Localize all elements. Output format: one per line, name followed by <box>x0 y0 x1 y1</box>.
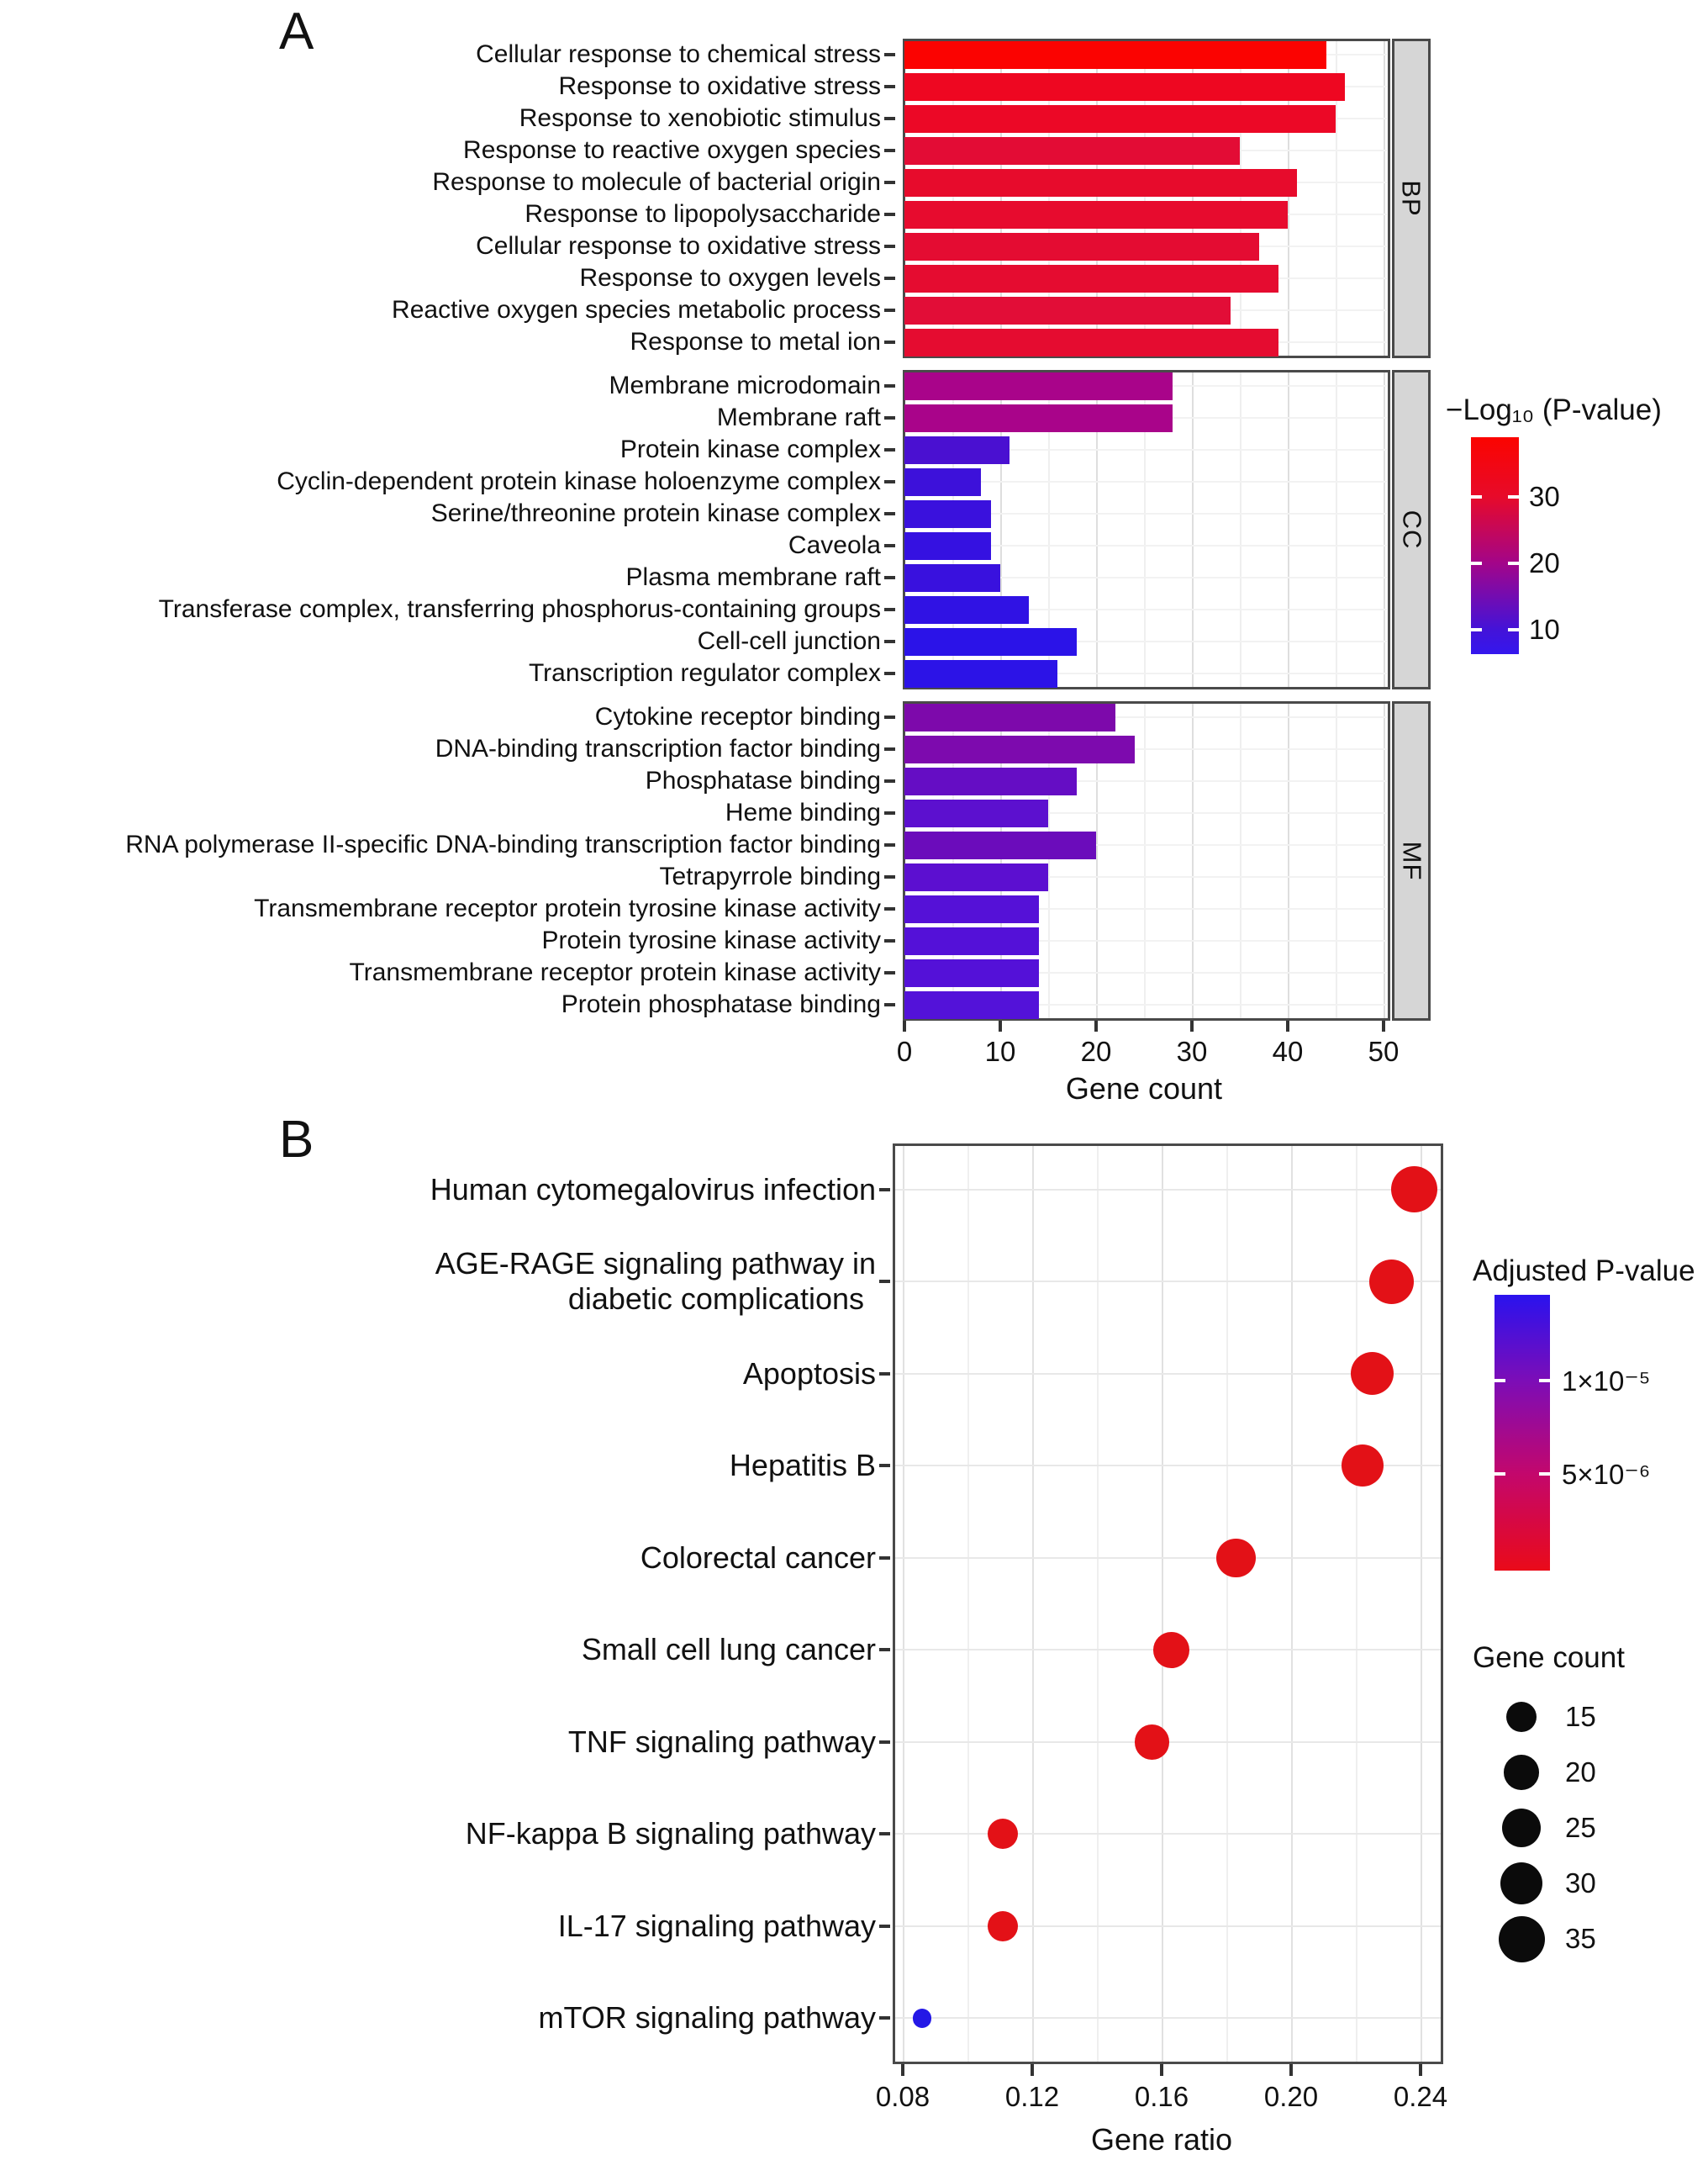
gridline-vertical <box>1192 704 1194 1018</box>
y-axis-tick <box>884 875 895 879</box>
gridline-vertical <box>1421 1146 1422 2062</box>
size-legend-dot <box>1506 1702 1537 1732</box>
bar-mf <box>904 959 1039 987</box>
colorbar-tick <box>1471 495 1482 499</box>
facet-strip-cc <box>1392 370 1431 689</box>
bar-category-label: Plasma membrane raft <box>625 563 881 591</box>
gridline-vertical <box>1097 1146 1099 2062</box>
bar-mf <box>904 863 1048 891</box>
y-axis-tick <box>879 1372 890 1376</box>
y-axis-tick <box>884 341 895 344</box>
bar-bp <box>904 233 1259 261</box>
colorbar-tick <box>1508 628 1519 631</box>
bar-category-label: Cell-cell junction <box>697 627 881 655</box>
bar-cc <box>904 660 1057 688</box>
y-axis-tick <box>884 939 895 943</box>
x-axis-tick <box>1382 1021 1385 1032</box>
colorbar-tick <box>1508 562 1519 565</box>
x-axis-tick-label: 0.12 <box>1004 2081 1060 2112</box>
dot-category-label: Colorectal cancer <box>640 1539 876 1575</box>
colorbar-tick <box>1494 1379 1505 1382</box>
bar-category-label: Protein phosphatase binding <box>561 990 881 1018</box>
data-point <box>1342 1444 1384 1487</box>
bar-category-label: RNA polymerase II-specific DNA-binding transcription factor binding <box>125 831 881 858</box>
panel-b-label: B <box>279 1111 314 1169</box>
y-axis-tick <box>884 181 895 184</box>
bar-category-label: Membrane microdomain <box>609 372 881 399</box>
bar-category-label: Cyclin-dependent protein kinase holoenzyme complex <box>277 467 881 495</box>
y-axis-tick <box>879 1188 890 1191</box>
gridline-vertical <box>1288 372 1289 687</box>
bar-mf <box>904 704 1115 731</box>
bar-bp <box>904 105 1336 133</box>
colorbar-tick <box>1539 1379 1550 1382</box>
y-axis-tick <box>884 416 895 420</box>
bar-category-label: Response to oxidative stress <box>558 72 881 100</box>
x-axis-tick <box>901 2064 904 2076</box>
gridline-vertical <box>1384 41 1385 356</box>
x-axis-tick-label: 0.24 <box>1393 2081 1448 2112</box>
colorbar-tick-label: 20 <box>1529 547 1560 578</box>
y-axis-tick <box>879 2016 890 2020</box>
y-axis-tick <box>879 1925 890 1928</box>
colorbar-gradient <box>1471 437 1519 654</box>
size-legend-label: 15 <box>1565 1701 1596 1732</box>
gridline-vertical <box>1032 1146 1034 2062</box>
panel-a-label: A <box>279 3 314 61</box>
dot-category-label: AGE-RAGE signaling pathway in <box>435 1246 876 1281</box>
size-legend-dot <box>1502 1809 1541 1847</box>
data-point <box>1216 1539 1255 1577</box>
y-axis-tick <box>884 576 895 579</box>
y-axis-tick <box>884 213 895 216</box>
data-point <box>1351 1352 1394 1395</box>
bar-cc <box>904 468 981 496</box>
facet-strip-label: CC <box>1397 510 1426 550</box>
x-axis-tick-label: 20 <box>1080 1036 1112 1067</box>
y-axis-tick <box>884 779 895 783</box>
bar-category-label: Response to lipopolysaccharide <box>525 200 881 228</box>
bar-category-label: Transmembrane receptor protein tyrosine kinase activity <box>254 895 881 922</box>
bar-bp <box>904 73 1345 101</box>
gridline-vertical <box>1162 1146 1163 2062</box>
bar-category-label: Heme binding <box>725 799 881 827</box>
dot-category-label: Apoptosis <box>742 1355 876 1391</box>
bar-mf <box>904 895 1039 923</box>
colorbar-tick <box>1508 495 1519 499</box>
y-axis-tick <box>884 245 895 248</box>
size-legend-label: 35 <box>1565 1923 1596 1954</box>
gridline-horizontal <box>895 2017 1441 2019</box>
x-axis-tick <box>1031 2064 1034 2076</box>
x-axis-tick-label: 40 <box>1272 1036 1304 1067</box>
legend-b-color-title: Adjusted P-value <box>1473 1254 1695 1287</box>
panel-a-x-axis-title: Gene count <box>1065 1071 1223 1106</box>
x-axis-tick-label: 0.20 <box>1263 2081 1319 2112</box>
bar-category-label: Transmembrane receptor protein kinase activity <box>349 959 881 986</box>
bar-cc <box>904 404 1173 432</box>
gridline-vertical <box>1226 1146 1228 2062</box>
gridline-vertical <box>903 1146 904 2062</box>
bar-category-label: Response to xenobiotic stimulus <box>519 104 881 132</box>
bar-category-label: Reactive oxygen species metabolic process <box>392 296 881 324</box>
dot-category-label: Hepatitis B <box>729 1448 876 1483</box>
panel-b-x-axis-title: Gene ratio <box>1090 2122 1233 2157</box>
y-axis-tick <box>879 1648 890 1651</box>
bar-category-label: Response to reactive oxygen species <box>463 136 881 164</box>
dot-category-label: Human cytomegalovirus infection <box>430 1171 876 1207</box>
x-axis-tick-label: 10 <box>984 1036 1016 1067</box>
colorbar-tick-label: 5×10⁻⁶ <box>1562 1458 1651 1490</box>
x-axis-tick-label: 50 <box>1368 1036 1400 1067</box>
bar-category-label: Cellular response to oxidative stress <box>476 232 881 260</box>
y-axis-tick <box>884 277 895 280</box>
dot-category-label: diabetic complications <box>567 1281 864 1317</box>
y-axis-tick <box>884 608 895 611</box>
colorbar-gradient <box>1494 1295 1550 1571</box>
bar-bp <box>904 329 1278 356</box>
bar-category-label: Cytokine receptor binding <box>594 703 881 731</box>
bar-cc <box>904 596 1029 624</box>
y-axis-tick <box>884 309 895 312</box>
size-legend-label: 30 <box>1565 1867 1596 1899</box>
y-axis-tick <box>879 1556 890 1560</box>
gridline-vertical <box>1356 1146 1357 2062</box>
y-axis-tick <box>884 85 895 88</box>
data-point <box>1391 1166 1437 1212</box>
size-legend-dot <box>1504 1755 1539 1790</box>
gridline-vertical <box>967 1146 969 2062</box>
y-axis-tick <box>884 448 895 452</box>
bar-cc <box>904 532 991 560</box>
y-axis-tick <box>879 1740 890 1744</box>
bar-cc <box>904 500 991 528</box>
dot-category-label: mTOR signaling pathway <box>538 2000 876 2036</box>
data-point <box>1135 1724 1170 1760</box>
gridline-vertical <box>1384 704 1385 1018</box>
gridline-vertical <box>1288 704 1289 1018</box>
dot-category-label: TNF signaling pathway <box>567 1724 876 1759</box>
y-axis-tick <box>884 480 895 483</box>
x-axis-tick <box>1419 2064 1422 2076</box>
bar-category-label: Tetrapyrrole binding <box>659 863 881 890</box>
x-axis-tick <box>1094 1021 1098 1032</box>
gridline-vertical <box>1336 372 1337 687</box>
bar-mf <box>904 736 1135 763</box>
colorbar-tick <box>1471 628 1482 631</box>
colorbar-tick <box>1494 1472 1505 1476</box>
facet-strip-bp <box>1392 39 1431 358</box>
bar-bp <box>904 265 1278 293</box>
gridline-horizontal <box>895 1833 1441 1835</box>
gridline-vertical <box>1291 1146 1293 2062</box>
x-axis-tick-label: 30 <box>1176 1036 1208 1067</box>
bar-cc <box>904 628 1077 656</box>
size-legend-label: 25 <box>1565 1812 1596 1843</box>
gridline-vertical <box>1384 372 1385 687</box>
gridline-horizontal <box>895 1281 1441 1282</box>
bar-bp <box>904 297 1231 325</box>
bar-mf <box>904 768 1077 795</box>
y-axis-tick <box>884 149 895 152</box>
bar-bp <box>904 41 1326 69</box>
gridline-horizontal <box>895 1925 1441 1927</box>
gridline-vertical <box>1240 372 1241 687</box>
colorbar-tick-label: 1×10⁻⁵ <box>1562 1365 1651 1397</box>
facet-strip-label: MF <box>1397 841 1427 881</box>
bar-category-label: Transferase complex, transferring phosphorus-containing groups <box>158 595 881 623</box>
y-axis-tick <box>884 811 895 815</box>
facet-strip-label: BP <box>1397 180 1427 217</box>
colorbar-tick <box>1471 562 1482 565</box>
x-axis-tick <box>903 1021 906 1032</box>
x-axis-tick-label: 0.16 <box>1134 2081 1189 2112</box>
bar-cc <box>904 372 1173 400</box>
x-axis-tick <box>1190 1021 1194 1032</box>
bar-category-label: Phosphatase binding <box>645 767 881 795</box>
y-axis-tick <box>884 544 895 547</box>
y-axis-tick <box>879 1280 890 1283</box>
bar-category-label: Response to oxygen levels <box>579 264 881 292</box>
bar-bp <box>904 201 1288 229</box>
data-point <box>913 2009 932 2028</box>
x-axis-tick-label: 0 <box>896 1036 913 1067</box>
legend-a-title: −Log₁₀ (P-value) <box>1446 393 1662 426</box>
size-legend-dot <box>1499 1916 1545 1962</box>
colorbar-tick-label: 30 <box>1529 480 1560 512</box>
bar-cc <box>904 564 1000 592</box>
gridline-vertical <box>1144 704 1146 1018</box>
y-axis-tick <box>884 1003 895 1006</box>
size-legend-dot <box>1500 1862 1543 1905</box>
bar-category-label: Response to metal ion <box>630 328 881 356</box>
y-axis-tick <box>884 512 895 515</box>
bar-mf <box>904 800 1048 827</box>
bar-category-label: Membrane raft <box>716 404 881 431</box>
y-axis-tick <box>879 1464 890 1467</box>
x-axis-tick <box>1289 2064 1293 2076</box>
legend-b-size-title: Gene count <box>1473 1641 1625 1674</box>
bar-category-label: Protein tyrosine kinase activity <box>541 927 881 954</box>
bar-category-label: Cellular response to chemical stress <box>476 40 881 68</box>
x-axis-tick-label: 0.08 <box>875 2081 930 2112</box>
gridline-horizontal <box>895 1557 1441 1559</box>
x-axis-tick <box>1286 1021 1289 1032</box>
bar-bp <box>904 169 1297 197</box>
bar-mf <box>904 832 1096 859</box>
x-axis-tick <box>999 1021 1002 1032</box>
facet-strip-mf <box>1392 701 1431 1021</box>
y-axis-tick <box>884 640 895 643</box>
data-point <box>1369 1260 1414 1304</box>
colorbar-tick-label: 10 <box>1529 613 1560 645</box>
size-legend-label: 20 <box>1565 1756 1596 1788</box>
colorbar-tick <box>1539 1472 1550 1476</box>
y-axis-tick <box>879 1832 890 1835</box>
bar-category-label: Transcription regulator complex <box>528 659 881 687</box>
y-axis-tick <box>884 53 895 56</box>
bar-mf <box>904 927 1039 955</box>
gridline-horizontal <box>895 1189 1441 1191</box>
y-axis-tick <box>884 384 895 388</box>
data-point <box>1153 1632 1189 1668</box>
y-axis-tick <box>884 747 895 751</box>
bar-category-label: Response to molecule of bacterial origin <box>432 168 881 196</box>
y-axis-tick <box>884 716 895 719</box>
bar-category-label: Protein kinase complex <box>619 436 881 463</box>
dot-category-label: IL-17 signaling pathway <box>557 1908 876 1943</box>
data-point <box>988 1911 1018 1941</box>
bar-cc <box>904 436 1010 464</box>
gridline-vertical <box>1192 372 1194 687</box>
dot-category-label: Small cell lung cancer <box>581 1632 876 1667</box>
y-axis-tick <box>884 672 895 675</box>
gridline-vertical <box>1240 704 1241 1018</box>
y-axis-tick <box>884 907 895 911</box>
bar-category-label: Caveola <box>788 531 881 559</box>
bar-category-label: DNA-binding transcription factor binding <box>435 735 881 763</box>
x-axis-tick <box>1160 2064 1163 2076</box>
y-axis-tick <box>884 117 895 120</box>
y-axis-tick <box>884 971 895 974</box>
y-axis-tick <box>884 843 895 847</box>
bar-bp <box>904 137 1240 165</box>
bar-mf <box>904 991 1039 1019</box>
dot-category-label: NF-kappa B signaling pathway <box>465 1816 876 1851</box>
bar-category-label: Serine/threonine protein kinase complex <box>430 499 881 527</box>
gridline-vertical <box>1336 704 1337 1018</box>
